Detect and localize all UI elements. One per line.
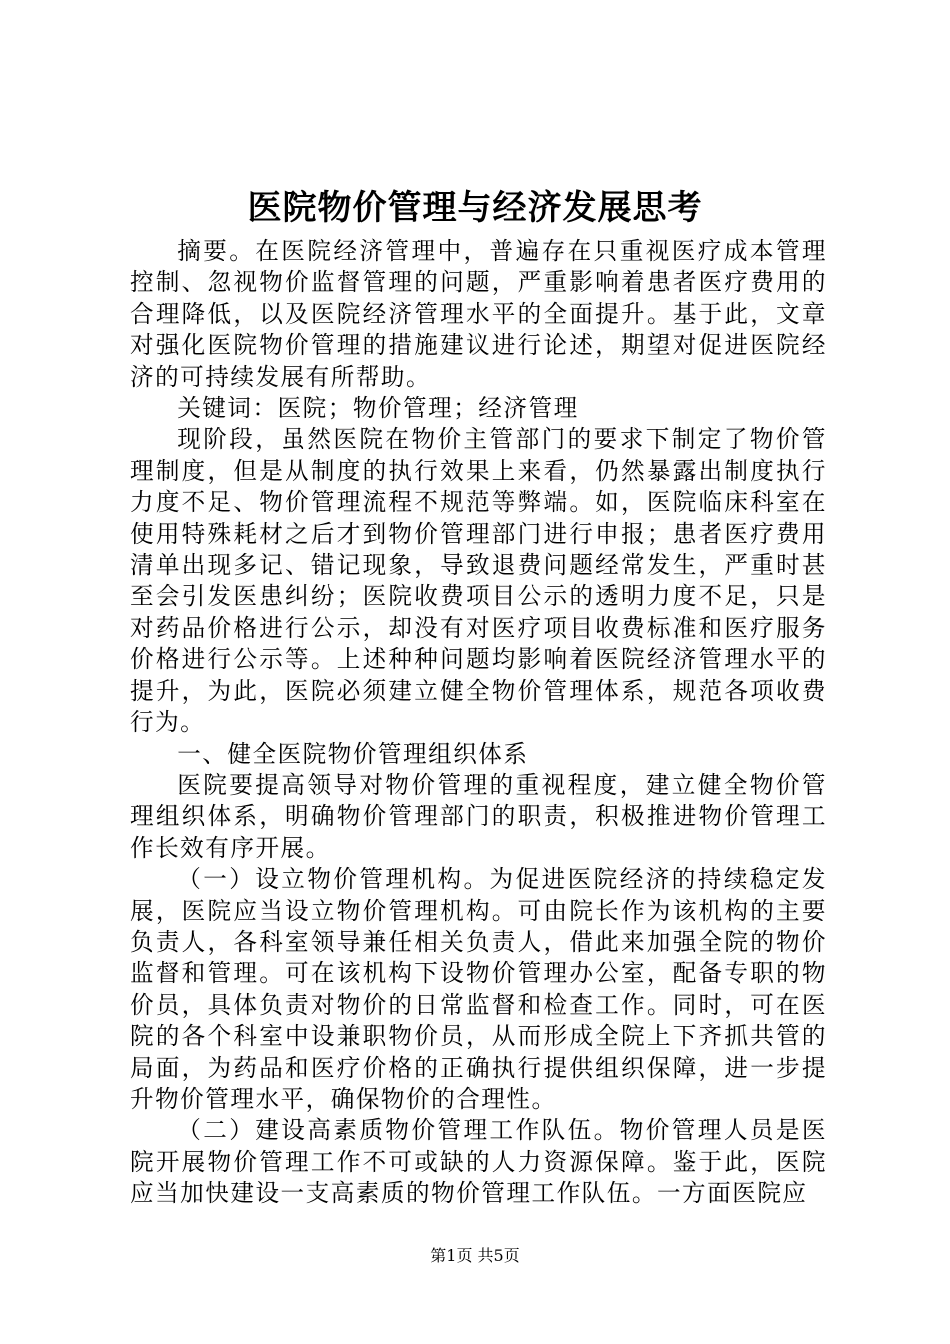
keywords-paragraph: 关键词：医院；物价管理；经济管理 — [177, 394, 579, 423]
section-heading-1: 一、健全医院物价管理组织体系 — [177, 739, 529, 768]
document-body — [130, 236, 827, 1210]
subsection-1-paragraph: （一）设立物价管理机构。为促进医院经济的持续稳定发展，医院应当设立物价管理机构。可由院长作为该机构的主要负责人，各科室领导兼任相关负责人，借此来加强全院的物价监督和管理。可在该机构下设物价管理办公室，配备专职的物价员，具体负责对物价的日常监督和检查工作。同时，可在医院的各个科室中设兼职物价员，从而形成全院上下齐抓共管的局面，为药品和医疗价格的正确执行提供组织保障，进一步提升物价管理水平，确保物价的合理性。 — [130, 865, 827, 1113]
abstract-paragraph: 摘要。在医院经济管理中，普遍存在只重视医疗成本管理控制、忽视物价监督管理的问题，严重影响着患者医疗费用的合理降低，以及医院经济管理水平的全面提升。基于此，文章对强化医院物价管理的措施建议进行论述，期望对促进医院经济的可持续发展有所帮助。 — [130, 237, 827, 391]
document-title: 医院物价管理与经济发展思考 — [247, 188, 703, 228]
subsection-2-paragraph: （二）建设高素质物价管理工作队伍。物价管理人员是医院开展物价管理工作不可或缺的人力资源保障。鉴于此，医院应当加快建设一支高素质的物价管理工作队伍。一方面医院应 — [130, 1116, 827, 1208]
page-number-footer: 第1页 共5页 — [430, 1246, 520, 1265]
section-1-paragraph: 医院要提高领导对物价管理的重视程度，建立健全物价管理组织体系，明确物价管理部门的职责，积极推进物价管理工作长效有序开展。 — [130, 770, 827, 862]
intro-paragraph: 现阶段，虽然医院在物价主管部门的要求下制定了物价管理制度，但是从制度的执行效果上来看，仍然暴露出制度执行力度不足、物价管理流程不规范等弊端。如，医院临床科室在使用特殊耗材之后才到物价管理部门进行申报；患者医疗费用清单出现多记、错记现象，导致退费问题经常发生，严重时甚至会引发医患纠纷；医院收费项目公示的透明力度不足，只是对药品价格进行公示，却没有对医疗项目收费标准和医疗服务价格进行公示等。上述种种问题均影响着医院经济管理水平的提升，为此，医院必须建立健全物价管理体系，规范各项收费行为。 — [130, 425, 827, 737]
